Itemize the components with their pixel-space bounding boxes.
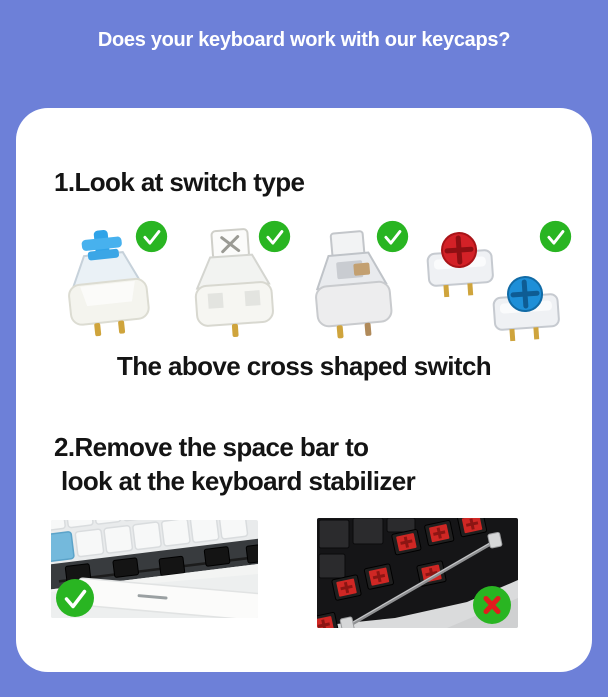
check-icon: [539, 220, 572, 253]
content-card: [16, 108, 592, 672]
switch-figure-blue: [52, 218, 160, 342]
switch-section-heading: 1.Look at switch type: [54, 167, 305, 197]
stabilizer-heading-line2: look at the keyboard stabilizer: [61, 466, 416, 496]
switch-row: [52, 218, 564, 342]
black-keyboard-photo: [317, 518, 518, 628]
check-icon: [55, 578, 95, 618]
stabilizer-section-heading: [54, 430, 415, 498]
switch-figure-box-white: [183, 218, 283, 342]
check-icon: [258, 220, 291, 253]
check-icon: [376, 220, 409, 253]
check-icon: [135, 220, 168, 253]
switch-figure-low-profile: [424, 218, 564, 342]
white-keyboard-photo: [51, 520, 258, 618]
x-icon: [472, 585, 512, 625]
stabilizer-heading-line1: 2.Remove the space bar to: [54, 432, 369, 462]
switch-figure-clear: [305, 218, 401, 342]
page-title: Does your keyboard work with our keycaps?: [97, 29, 511, 51]
switch-caption: The above cross shaped switch: [116, 351, 492, 381]
